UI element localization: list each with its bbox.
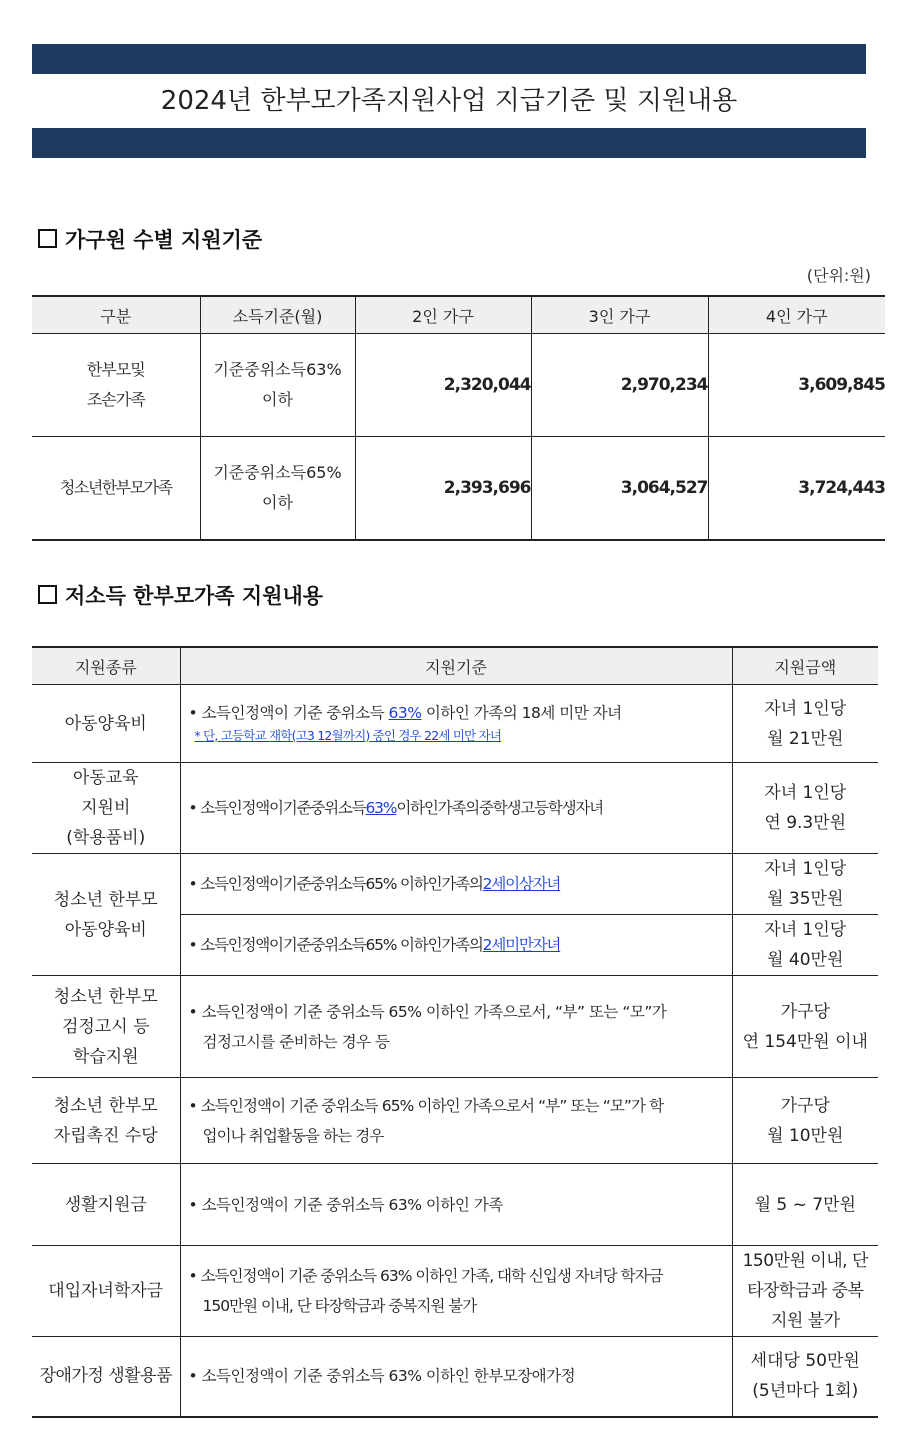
table-header-row	[32, 296, 885, 334]
category-line: 청소년한부모가족	[59, 478, 172, 497]
amount-line: 연 9.3만원	[764, 813, 847, 833]
criteria-cell	[200, 437, 355, 541]
category-cell	[32, 437, 200, 541]
amount-cell	[732, 763, 878, 854]
criteria-text: 소득인정액이 기준 중위소득 65% 이하인 가족으로서, “부” 또는 “모”가	[201, 1002, 667, 1021]
table-row	[32, 1164, 878, 1246]
criteria-link[interactable]: 63%	[365, 799, 397, 817]
amount-cell	[732, 1078, 878, 1164]
amount-line: 월 21만원	[767, 728, 844, 749]
table-row	[32, 437, 885, 541]
amount-line: (5년마다 1회)	[752, 1381, 859, 1402]
amount-line: 세대당 50만원	[750, 1351, 860, 1372]
amount-line: 연 154만원 이내	[742, 1031, 868, 1052]
type-line: 검정고시 등	[61, 1016, 150, 1037]
amount-line: 자녀 1인당	[764, 698, 847, 719]
checkbox-square-icon	[38, 229, 57, 248]
header-bar-bottom	[32, 128, 866, 158]
section1-heading	[38, 224, 262, 254]
criteria-text: 소득인정액이 기준 중위소득 63% 이하인 가족, 대학 신입생 자녀당 학자금	[200, 1267, 663, 1285]
type-line: 장애가정 생활용품	[39, 1366, 172, 1387]
amount-line: 월 10만원	[767, 1125, 844, 1146]
amount-cell	[732, 685, 878, 763]
type-cell	[32, 1078, 180, 1164]
amount-line: 자녀 1인당	[764, 859, 847, 879]
type-line: 지원비	[81, 798, 131, 818]
category-cell	[32, 334, 200, 437]
type-line: (학용품비)	[66, 828, 146, 848]
table-header-row	[32, 647, 878, 685]
table-row	[32, 1337, 878, 1417]
criteria-cell	[200, 334, 355, 437]
criteria-text: 소득인정액이 기준 중위소득 63% 이하인 가족	[201, 1195, 503, 1214]
category-line: 한부모및	[86, 360, 145, 379]
col-header: 지원금액	[732, 647, 878, 685]
col-header: 지원종류	[32, 647, 180, 685]
amount-line: 가구당	[780, 1095, 830, 1116]
section2-heading	[38, 580, 323, 610]
amount-cell	[732, 915, 878, 976]
type-cell	[32, 1246, 180, 1337]
type-line: 자립촉진 수당	[53, 1125, 158, 1146]
criteria-cell	[180, 1246, 732, 1337]
table-row	[32, 763, 878, 854]
amount-line: 자녀 1인당	[764, 920, 847, 940]
criteria-cell: • 소득인정액이기준중위소득63%이하인가족의중학생고등학생자녀	[180, 763, 732, 854]
amount-line: 월 35만원	[767, 889, 844, 909]
income-criteria-table	[32, 295, 885, 541]
amount-line: 타장학금과 중복	[747, 1281, 864, 1301]
criteria-note: * 단, 고등학교 재학(고3 12월까지) 중인 경우 22세 미만 자녀	[194, 727, 502, 743]
criteria-text: 소득인정액이 기준 중위소득 65% 이하인 가족으로서 “부” 또는 “모”가 학	[200, 1096, 664, 1115]
criteria-cell: • 소득인정액이 기준 중위소득 63% 이하인 가족	[180, 1164, 732, 1246]
type-cell	[32, 763, 180, 854]
amount-line: 150만원 이내, 단	[742, 1251, 868, 1271]
criteria-link[interactable]: 2세이상자녀	[482, 875, 561, 893]
criteria-text: 150만원 이내, 단 타장학금과 중복지원 불가	[202, 1297, 477, 1315]
col-header: 3인 가구	[531, 296, 708, 334]
col-header: 4인 가구	[708, 296, 885, 334]
type-cell	[32, 854, 180, 976]
criteria-line: • 소득인정액이 기준 중위소득 65% 이하인 가족으로서 “부” 또는 “모”가 학 업이나 취업활동을 하는 경우	[188, 1096, 664, 1145]
table-row	[32, 976, 878, 1078]
type-cell	[32, 685, 180, 763]
col-header: 2인 가구	[355, 296, 531, 334]
value-3person: 2,970,234	[531, 334, 708, 437]
checkbox-square-icon	[38, 585, 57, 604]
criteria-cell: • 소득인정액이 기준 중위소득 63% 이하인 한부모장애가정	[180, 1337, 732, 1417]
type-line: 대입자녀학자금	[48, 1281, 164, 1301]
amount-line: 월 40만원	[767, 950, 844, 970]
table-row	[32, 1246, 878, 1337]
criteria-text: 소득인정액이기준중위소득65% 이하인가족의	[200, 936, 483, 954]
table-row	[32, 1078, 878, 1164]
criteria-text: 소득인정액이기준중위소득	[200, 799, 366, 817]
criteria-link[interactable]: 2세미만자녀	[482, 936, 561, 954]
value-4person: 3,609,845	[708, 334, 885, 437]
type-line: 아동양육비	[64, 713, 147, 734]
criteria-line: 이하	[262, 493, 293, 512]
criteria-cell	[180, 976, 732, 1078]
value-3person: 3,064,527	[531, 437, 708, 541]
amount-line: 가구당	[780, 1001, 830, 1022]
criteria-cell	[180, 685, 732, 763]
amount-cell	[732, 1337, 878, 1417]
col-header: 구분	[32, 296, 200, 334]
table-row	[32, 334, 885, 437]
amount-line: 월 5 ~ 7만원	[754, 1194, 856, 1215]
criteria-line: • 소득인정액이 기준 중위소득 63% 이하인 가족의 18세 미만 자녀	[188, 703, 622, 722]
criteria-text: 이하인 가족의 18세 미만 자녀	[421, 703, 622, 722]
col-header: 소득기준(월)	[200, 296, 355, 334]
type-line: 청소년 한부모	[53, 986, 158, 1007]
type-line: 학습지원	[72, 1046, 139, 1067]
criteria-text: 소득인정액이 기준 중위소득 63% 이하인 한부모장애가정	[201, 1367, 576, 1386]
type-line: 청소년 한부모	[53, 889, 158, 910]
table-row	[32, 685, 878, 763]
page-title: 2024년 한부모가족지원사업 지급기준 및 지원내용	[160, 86, 738, 116]
criteria-text: 소득인정액이기준중위소득65% 이하인가족의	[200, 875, 483, 893]
criteria-cell	[180, 1078, 732, 1164]
criteria-cell: • 소득인정액이기준중위소득65% 이하인가족의2세미만자녀	[180, 915, 732, 976]
criteria-line: 기준중위소득65%	[213, 463, 342, 482]
type-line: 생활지원금	[64, 1194, 147, 1215]
support-content-table	[32, 646, 878, 1418]
criteria-link[interactable]: 63%	[388, 703, 422, 722]
criteria-cell: • 소득인정액이기준중위소득65% 이하인가족의2세이상자녀	[180, 854, 732, 915]
type-cell	[32, 1337, 180, 1417]
amount-line: 자녀 1인당	[764, 783, 847, 803]
unit-label: (단위:원)	[806, 266, 871, 285]
value-4person: 3,724,443	[708, 437, 885, 541]
criteria-text: 업이나 취업활동을 하는 경우	[202, 1126, 384, 1145]
criteria-line: 이하	[262, 390, 293, 409]
amount-cell	[732, 1164, 878, 1246]
criteria-text: 소득인정액이 기준 중위소득	[201, 703, 389, 722]
type-cell	[32, 1164, 180, 1246]
header-bar-top	[32, 44, 866, 74]
type-line: 아동교육	[72, 768, 139, 788]
amount-cell	[732, 1246, 878, 1337]
section1-heading-text: 가구원 수별 지원기준	[65, 228, 263, 252]
criteria-line: 기준중위소득63%	[213, 360, 342, 379]
amount-cell	[732, 976, 878, 1078]
table-row	[32, 854, 878, 915]
value-2person: 2,320,044	[355, 334, 531, 437]
value-2person: 2,393,696	[355, 437, 531, 541]
amount-cell	[732, 854, 878, 915]
type-cell	[32, 976, 180, 1078]
criteria-text: 검정고시를 준비하는 경우 등	[202, 1032, 390, 1051]
section2-heading-text: 저소득 한부모가족 지원내용	[65, 584, 324, 608]
type-line: 아동양육비	[64, 919, 147, 940]
col-header: 지원기준	[180, 647, 732, 685]
criteria-line: • 소득인정액이 기준 중위소득 63% 이하인 가족, 대학 신입생 자녀당 학자금 150만원 이내, 단 타장학금과 중복지원 불가	[188, 1267, 663, 1315]
criteria-line: • 소득인정액이 기준 중위소득 65% 이하인 가족으로서, “부” 또는 “모”가 검정고시를 준비하는 경우 등	[188, 1002, 667, 1051]
type-line: 청소년 한부모	[53, 1095, 158, 1116]
category-line: 조손가족	[86, 390, 145, 409]
amount-line: 지원 불가	[770, 1311, 840, 1331]
criteria-text: 이하인가족의중학생고등학생자녀	[396, 799, 603, 817]
